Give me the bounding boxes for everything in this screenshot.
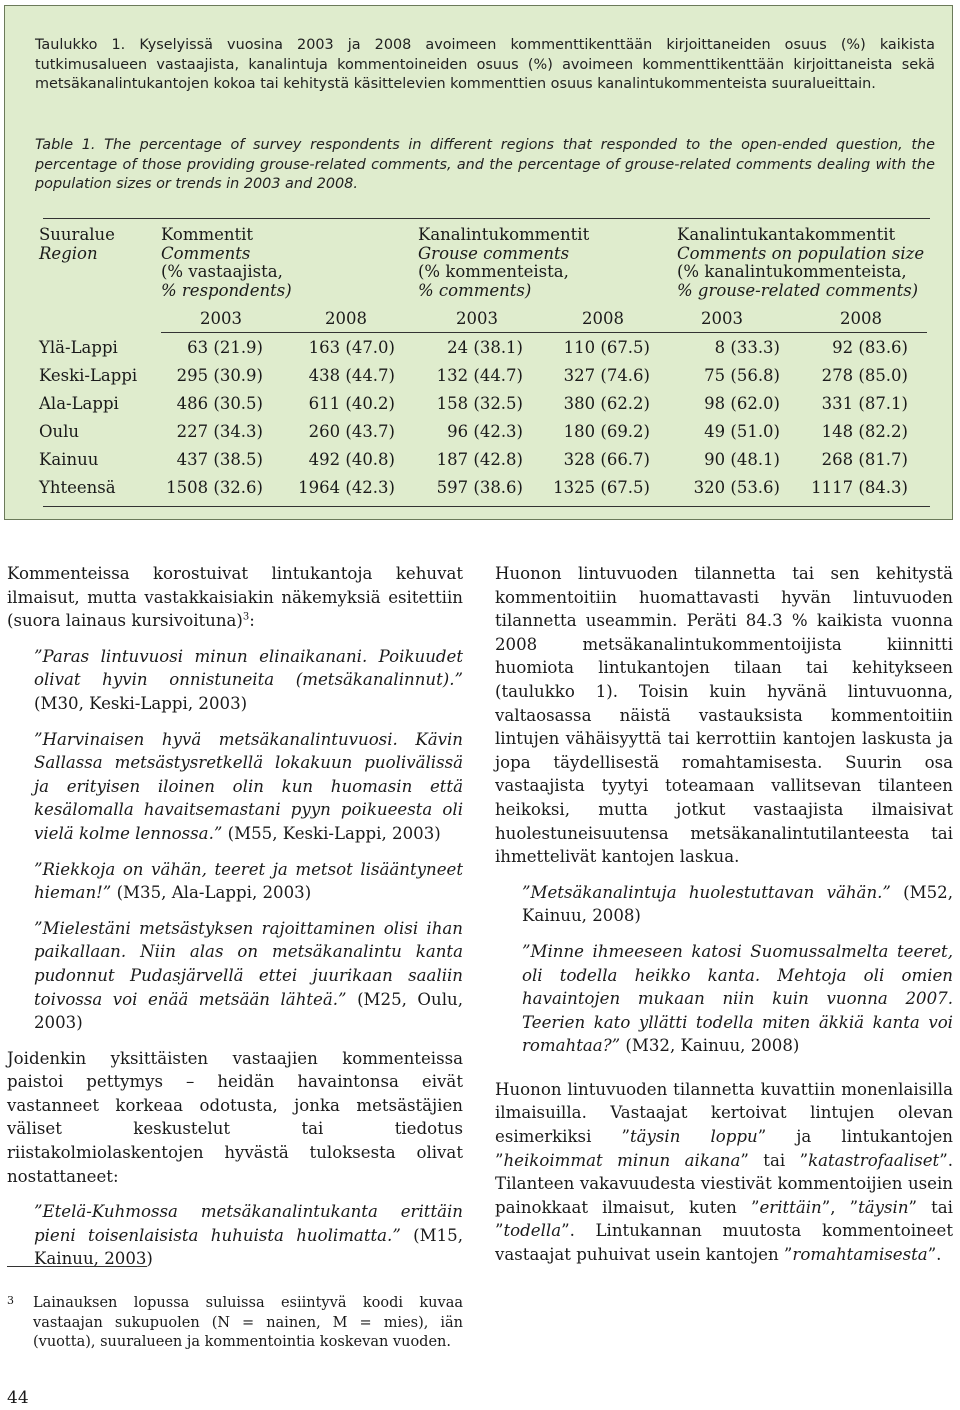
cell: 437 (38.5)	[176, 450, 263, 469]
header-comments-en: Comments	[161, 243, 251, 263]
year-2003-comments: 2003	[200, 309, 242, 328]
table-row-total	[5, 477, 954, 499]
cell: 163 (47.0)	[308, 338, 395, 357]
caption-label-en: Table 1.	[35, 137, 96, 153]
caption-text-en: The percentage of survey respondents in different regions that responded to the open-ended question, the percentage of those providing grouse-related comments, and the percentage of grouse-related comments dealing with the population sizes or trends in 2003 and 2008.	[35, 137, 935, 192]
row-region: Keski-Lappi	[39, 366, 138, 385]
paragraph: Huonon lintuvuoden tilannetta tai sen kehitystä kommentoitiin huomattavasti hyvän lintuvuoden tilannetta useammin. Peräti 84.3 % kaikista vuonna 2008 metsäkanalintukommentoijista kiinnitti huomiota lintukantojen tilaan tai kehitykseen (taulukko 1). Toisin kuin hyvänä lintuvuonna, valtaosassa näistä vastauksista kommentoitiin lintujen vähäisyyttä tai kerrottiin kantojen laskusta ja jopa täydellisestä romahtamisesta. Suurin osa vastaajista tyytyi toteamaan vallitsevan tilanteen heikoksi, mutta jotkut vastaajista ilmaisivat huolestuneisuutensa metsäkanalintutilanteesta tai ihmettelivät kantojen laskua.	[495, 564, 953, 867]
page-number: 44	[7, 1388, 29, 1408]
cell: 96 (42.3)	[447, 422, 523, 441]
cell: 380 (62.2)	[563, 394, 650, 413]
quote-ref: (M52, Kainuu, 2008)	[522, 882, 953, 926]
text: ” ja lintukantojen ”	[495, 1127, 953, 1170]
cell: 320 (53.6)	[693, 478, 780, 497]
quote	[7, 917, 463, 1035]
cell: 278 (85.0)	[821, 366, 908, 385]
quote-ref: (M35, Ala-Lappi, 2003)	[116, 883, 312, 903]
year-2003-grouse: 2003	[456, 309, 498, 328]
cell: 98 (62.0)	[704, 394, 780, 413]
footnote-number: 3	[7, 1294, 14, 1307]
emphasis: heikoimmat minun aikana	[503, 1150, 741, 1170]
header-population	[677, 226, 924, 300]
quote-ref: (M32, Kainuu, 2008)	[625, 1036, 800, 1056]
row-region: Kainuu	[39, 450, 99, 469]
header-population-fi: Kanalintukantakommentit	[677, 225, 896, 244]
cell: 75 (56.8)	[704, 366, 780, 385]
emphasis: katastrofaaliset	[808, 1150, 940, 1170]
cell: 90 (48.1)	[704, 450, 780, 469]
cell: 187 (42.8)	[436, 450, 523, 469]
caption-text-fi: Kyselyissä vuosina 2003 ja 2008 avoimeen kommenttikenttään kirjoittaneiden osuus (%) kaikista tutkimusalueen vastaajista, kanalintuja kommentoineiden osuus (%) avoimeen kommenttikenttään kirjoittaneista sekä metsäkanalintukantojen kokoa tai kehitystä käsittelevien kommenttien osuus kanalintukommenteista suuralueittain.	[35, 37, 936, 92]
emphasis: täysin loppu	[629, 1127, 758, 1147]
caption-label-fi: Taulukko 1.	[35, 37, 126, 53]
table-row	[5, 393, 954, 415]
quote-text: ”Metsäkanalintuja huolestuttavan vähän.”	[522, 882, 891, 902]
table-row	[5, 365, 954, 387]
cell: 611 (40.2)	[308, 394, 395, 413]
emphasis: todella	[503, 1221, 562, 1241]
quote-text: ”Harvinaisen hyvä metsäkanalintuvuosi. Kävin Sallassa metsästysretkellä lokakuun puolivälissä ja erityisen iloinen olin kun huomasin että kesälomalla havaitsemastani pyyn poikueesta oli vielä kolme lennossa.”	[34, 729, 463, 843]
cell: 331 (87.1)	[821, 394, 908, 413]
cell: 227 (34.3)	[176, 422, 263, 441]
right-column	[495, 562, 953, 1267]
quote-ref: (M25, Oulu, 2003)	[34, 989, 463, 1033]
cell: 268 (81.7)	[821, 450, 908, 469]
text: ” tai ”	[495, 1197, 953, 1241]
cell: 260 (43.7)	[308, 422, 395, 441]
table-row	[5, 421, 954, 443]
header-region	[39, 226, 115, 263]
quote	[7, 645, 463, 716]
quote-text: ”Riekkoja on vähän, teeret ja metsot lisääntyneet hieman!”	[34, 859, 463, 903]
header-grouse-fi2: (% kommenteista,	[418, 262, 569, 281]
paragraph	[495, 1078, 953, 1267]
table-caption-en	[35, 136, 935, 195]
cell: 63 (21.9)	[187, 338, 263, 357]
cell: 486 (30.5)	[176, 394, 263, 413]
cell: 492 (40.8)	[308, 450, 395, 469]
header-population-en: Comments on population size	[677, 243, 925, 263]
year-2008-population: 2008	[840, 309, 882, 328]
cell: 24 (38.1)	[447, 338, 523, 357]
cell: 295 (30.9)	[176, 366, 263, 385]
row-region: Yhteensä	[39, 478, 116, 497]
table-box	[4, 5, 953, 520]
quote	[7, 728, 463, 846]
quote-text: ”Etelä-Kuhmossa metsäkanalintukanta erittäin pieni toisenlaisista huhuista huolimatta.”	[34, 1202, 463, 1245]
text: ”. Lintukannan muutosta kommentoineet vastaajat puhuivat usein kantojen ”	[495, 1221, 953, 1265]
text: ”.	[927, 1245, 942, 1265]
quote-ref: (M55, Keski-Lappi, 2003)	[227, 823, 441, 843]
left-column	[7, 562, 463, 1271]
footnote-rule	[7, 1266, 147, 1267]
cell: 597 (38.6)	[436, 478, 523, 497]
emphasis: romahtamisesta	[792, 1245, 928, 1265]
emphasis: erittäin	[759, 1197, 822, 1217]
text: ” tai ”	[740, 1150, 809, 1170]
row-region: Ylä-Lappi	[39, 338, 118, 357]
header-population-en2: % grouse-related comments)	[677, 280, 919, 300]
cell: 8 (33.3)	[714, 338, 780, 357]
cell: 132 (44.7)	[436, 366, 523, 385]
cell: 92 (83.6)	[832, 338, 908, 357]
text: Huonon lintuvuoden tilannetta kuvattiin monenlaisilla ilmaisuilla. Vastaajat kertoivat lintujen olevan esimerkiksi ”	[495, 1079, 953, 1147]
quote	[7, 858, 463, 905]
cell: 1508 (32.6)	[166, 478, 263, 497]
header-comments-fi2: (% vastaajista,	[161, 262, 283, 281]
cell: 49 (51.0)	[704, 422, 780, 441]
quote	[7, 1200, 463, 1271]
row-region: Oulu	[39, 422, 80, 441]
row-region: Ala-Lappi	[39, 394, 119, 413]
quote-text: ”Paras lintuvuosi minun elinaikanani. Poikuudet olivat hyvin onnistuneita (metsäkanalinnut).”	[34, 646, 463, 690]
header-grouse-en2: % comments)	[418, 280, 532, 300]
cell: 158 (32.5)	[436, 394, 523, 413]
cell: 327 (74.6)	[563, 366, 650, 385]
header-region-fi: Suuralue	[39, 225, 115, 244]
cell: 180 (69.2)	[563, 422, 650, 441]
cell: 1325 (67.5)	[553, 478, 650, 497]
table-row	[5, 449, 954, 471]
header-grouse-en: Grouse comments	[418, 243, 570, 263]
quote-text: ”Minne ihmeeseen katosi Suomussalmelta teeret, oli todella heikko kanta. Mehtoja oli omien havaintojen mukaan niin kuin vuonna 2007. Teerien kato yllätti todella miten äkkiä kanta voi romahtaa?”	[522, 941, 953, 1056]
header-region-en: Region	[39, 243, 98, 263]
year-2008-grouse: 2008	[582, 309, 624, 328]
paragraph	[7, 562, 463, 633]
paragraph-text: Kommenteissa korostuivat lintukantoja kehuvat ilmaisut, mutta vastakkaisiakin näkemyksiä esitettiin (suora lainaus kursivoituna)	[7, 564, 463, 631]
header-grouse-fi: Kanalintukommentit	[418, 225, 590, 244]
cell: 328 (66.7)	[563, 450, 650, 469]
footnote-ref: 3	[242, 611, 250, 623]
quote-text: ”Mielestäni metsästyksen rajoittaminen olisi ihan paikallaan. Niin alas on metsäkanalintu kanta pudonnut Pudasjärvellä ettei juurikaan saaliin toivossa voi enää metsään lähteä.”	[34, 918, 463, 1009]
emphasis: täysin	[858, 1197, 909, 1217]
paragraph: Joidenkin yksittäisten vastaajien kommenteissa paistoi pettymys – heidän havaintonsa eivät vastanneet korkeaa odotusta, jonka metsästäjien väliset keskustelut tai tiedotus riistakolmiolaskentojen hyvästä tuloksesta olivat nostattaneet:	[7, 1048, 463, 1186]
quote-ref: (M30, Keski-Lappi, 2003)	[34, 693, 248, 713]
footnote-text: Lainauksen lopussa suluissa esiintyvä koodi kuvaa vastaajan sukupuolen (N = nainen, M = mies), iän (vuotta), suuralueen ja kommentointia koskevan vuoden.	[33, 1295, 463, 1351]
year-2003-population: 2003	[701, 309, 743, 328]
cell: 1117 (84.3)	[811, 478, 908, 497]
paragraph-text: :	[249, 611, 255, 631]
cell: 438 (44.7)	[308, 366, 395, 385]
cell: 110 (67.5)	[563, 338, 650, 357]
quote	[495, 940, 953, 1058]
quote-ref: (M15, Kainuu, 2003)	[34, 1225, 463, 1269]
header-grouse	[418, 226, 589, 300]
cell: 148 (82.2)	[821, 422, 908, 441]
table-top-rule	[43, 218, 930, 219]
cell: 1964 (42.3)	[298, 478, 395, 497]
quote	[495, 881, 953, 928]
text: ”, ”	[821, 1197, 859, 1217]
header-comments-fi: Kommentit	[161, 225, 254, 244]
table-row	[5, 337, 954, 359]
table-caption-fi	[35, 36, 935, 95]
header-comments-en2: % respondents)	[161, 280, 292, 300]
table-year-rule	[161, 332, 927, 333]
year-2008-comments: 2008	[325, 309, 367, 328]
text: ”. Tilanteen vakavuudesta viestivät kommentoijien usein painokkaat ilmaisut, kuten ”	[495, 1150, 953, 1217]
header-comments	[161, 226, 292, 300]
table-bottom-rule	[43, 506, 930, 507]
header-population-fi2: (% kanalintukommenteista,	[677, 262, 907, 281]
